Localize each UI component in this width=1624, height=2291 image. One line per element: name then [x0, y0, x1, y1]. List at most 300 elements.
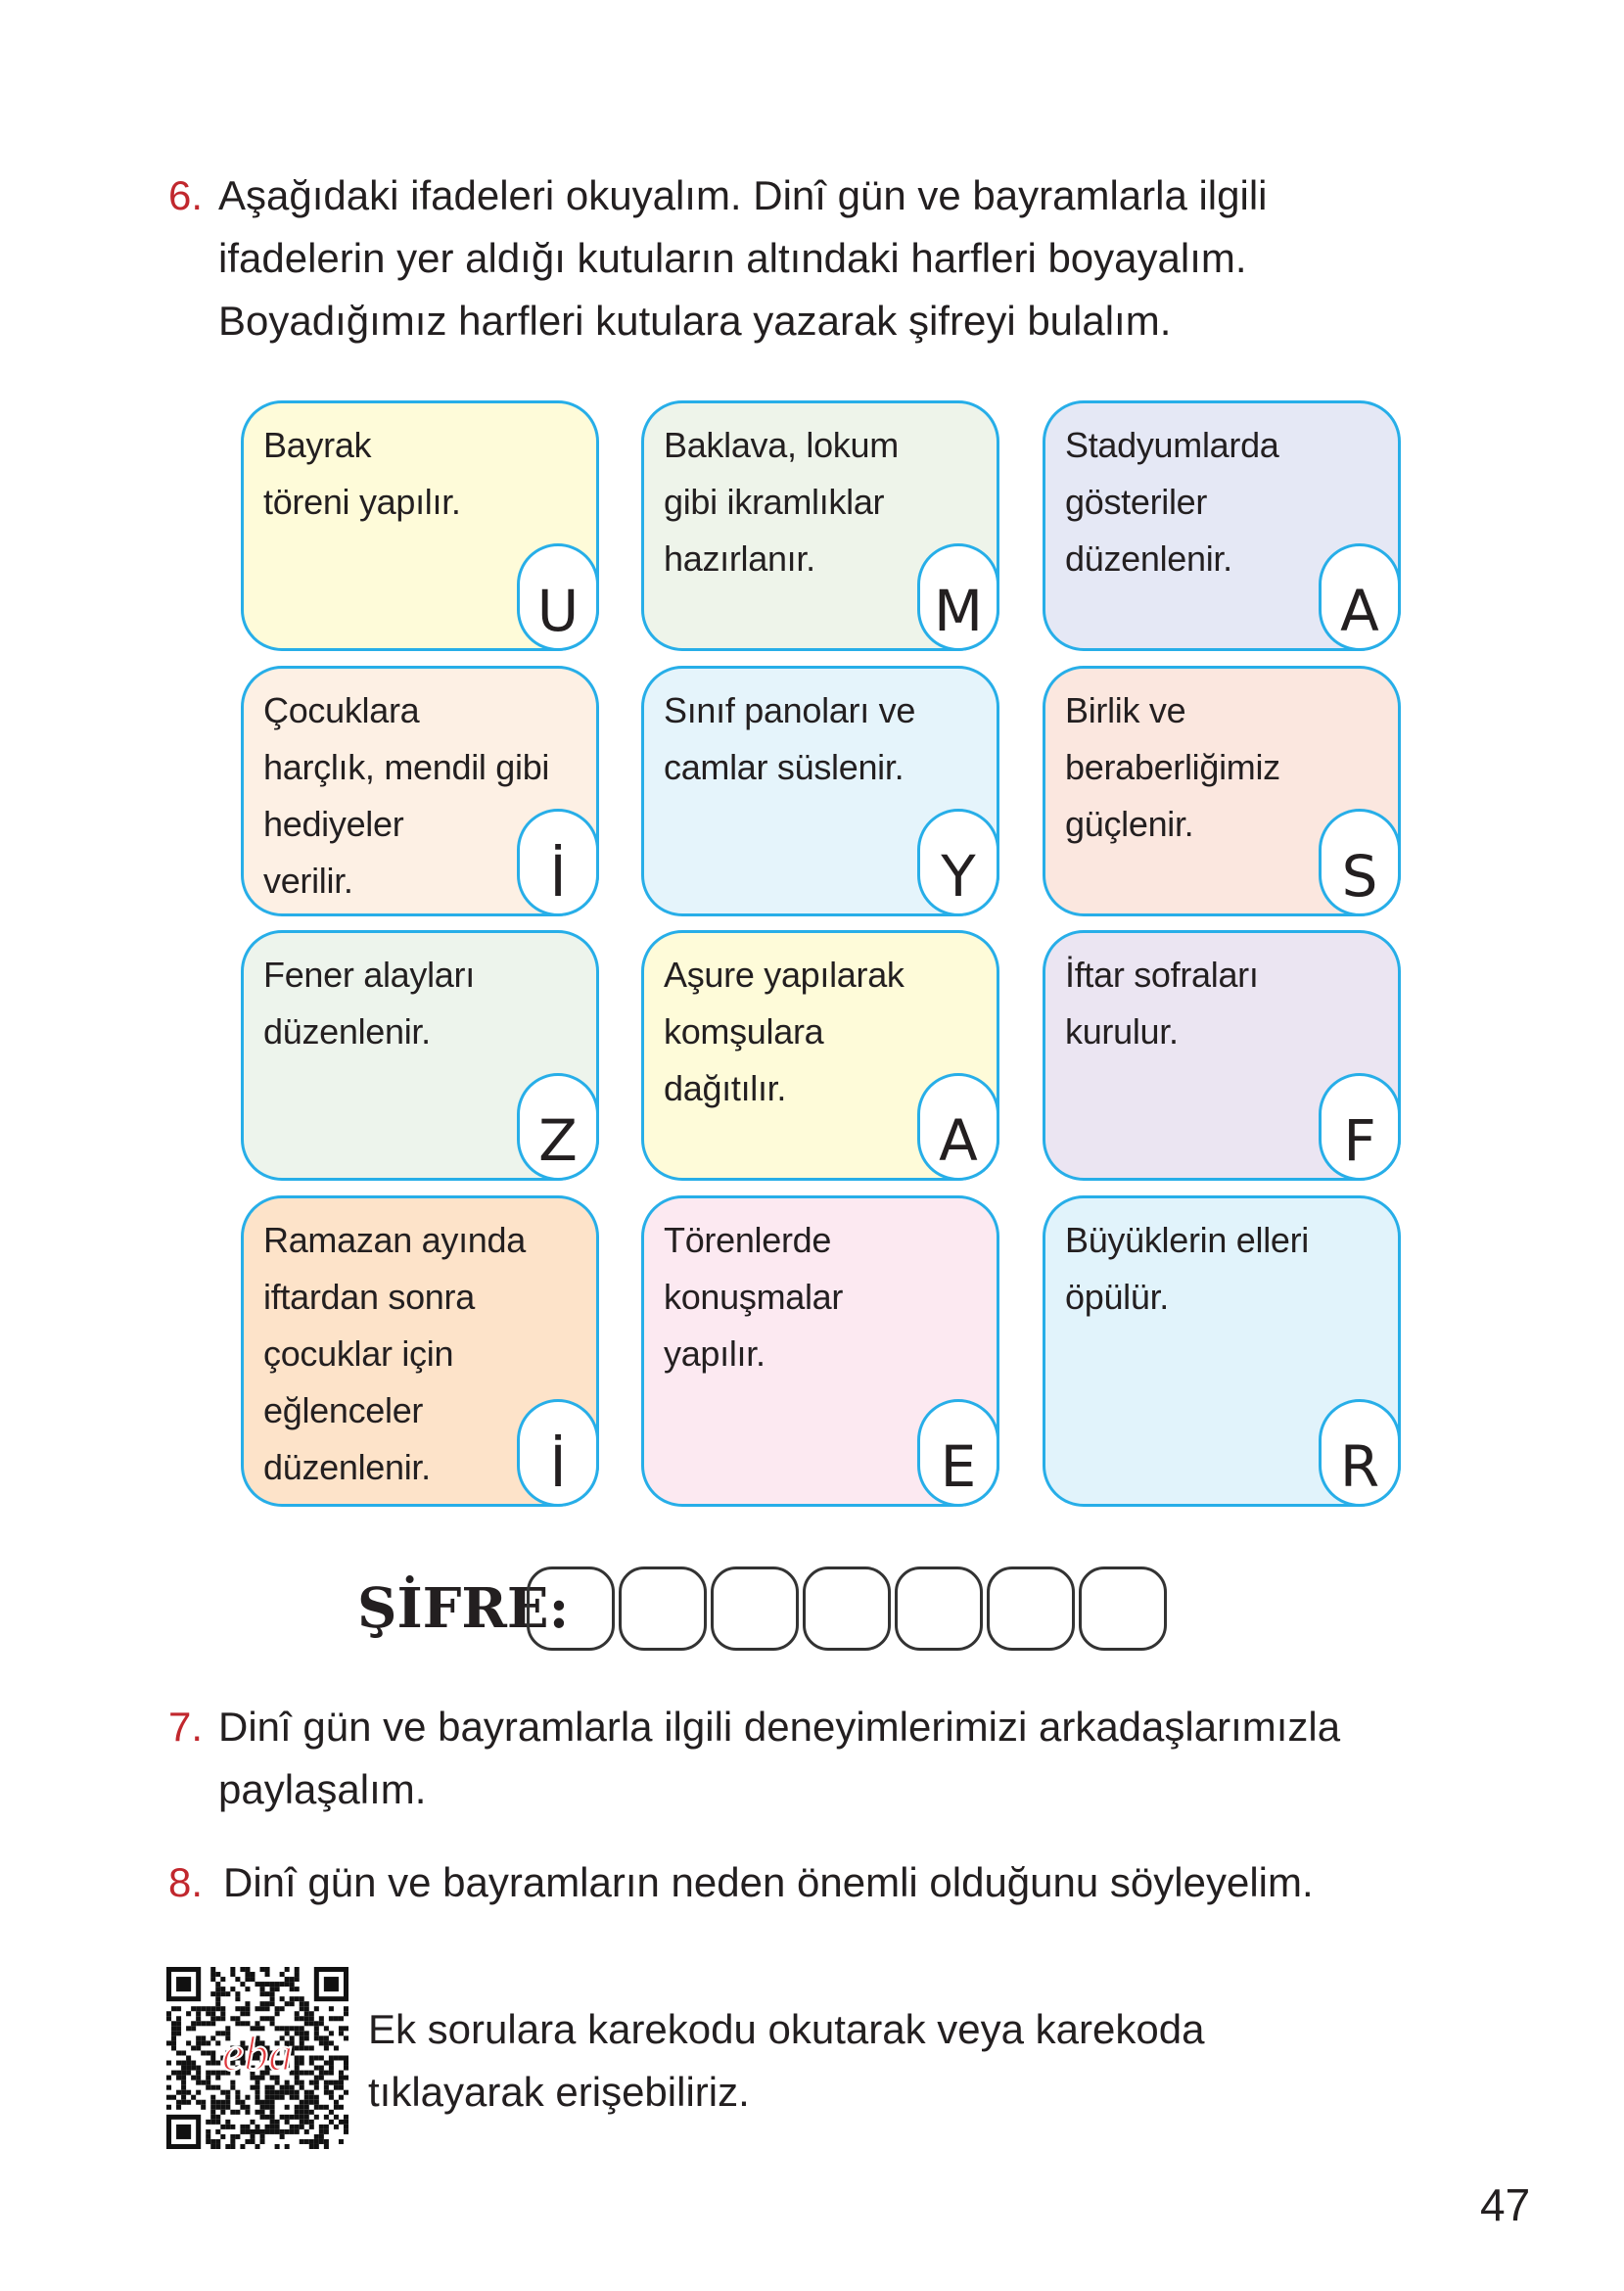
- qr-module: [329, 2071, 334, 2076]
- qr-module: [210, 2100, 215, 2105]
- qr-module: [215, 2076, 220, 2081]
- qr-module: [181, 2085, 186, 2090]
- statement-card[interactable]: [241, 400, 599, 651]
- qr-module: [319, 2129, 324, 2134]
- qr-module: [265, 2006, 270, 2011]
- qr-module: [304, 2095, 309, 2100]
- qr-module: [309, 2045, 314, 2050]
- qr-module: [295, 2066, 300, 2071]
- qr-module: [186, 2026, 191, 2031]
- qr-module: [215, 1982, 220, 1987]
- qr-module: [260, 1982, 265, 1987]
- qr-module: [210, 2144, 215, 2149]
- qr-module: [270, 2129, 275, 2134]
- qr-module: [324, 2071, 329, 2076]
- sifre-letter-box[interactable]: [803, 1566, 891, 1651]
- qr-module: [319, 2021, 324, 2026]
- qr-module: [240, 2144, 245, 2149]
- qr-module: [210, 2011, 215, 2016]
- qr-module: [339, 2031, 344, 2035]
- statement-card[interactable]: [241, 1195, 599, 1507]
- qr-module: [344, 2006, 348, 2011]
- qr-finder: [176, 1977, 191, 1991]
- qr-module: [265, 2090, 270, 2095]
- qr-module: [314, 2115, 319, 2120]
- sifre-letter-box[interactable]: [987, 1566, 1075, 1651]
- qr-module: [260, 2001, 265, 2006]
- qr-module: [324, 2026, 329, 2031]
- qr-module: [210, 2085, 215, 2090]
- sifre-letter-box[interactable]: [1079, 1566, 1167, 1651]
- qr-module: [206, 2076, 210, 2081]
- qr-module: [319, 2139, 324, 2144]
- qr-module: [220, 2125, 225, 2129]
- qr-module: [339, 2095, 344, 2100]
- qr-module: [270, 2090, 275, 2095]
- qr-module: [314, 2105, 319, 2110]
- card-letter[interactable]: İ: [517, 809, 599, 916]
- qr-module: [295, 2115, 300, 2120]
- qr-module: [201, 2105, 206, 2110]
- qr-module: [339, 2055, 344, 2060]
- qr-code[interactable]: [166, 1967, 348, 2149]
- qr-module: [220, 2016, 225, 2021]
- qr-module: [230, 1987, 235, 1991]
- card-letter[interactable]: A: [917, 1073, 999, 1181]
- qr-module: [324, 2081, 329, 2085]
- qr-module: [230, 2110, 235, 2115]
- qr-module: [314, 2035, 319, 2040]
- qr-module: [196, 2040, 201, 2045]
- qr-module: [344, 2129, 348, 2134]
- card-text: Bayrak töreni yapılır.: [263, 425, 461, 522]
- qr-module: [235, 1996, 240, 2001]
- qr-module: [215, 2031, 220, 2035]
- text-line: Dinî gün ve bayramların neden önemli olduğunu söyleyelim.: [223, 1859, 1314, 1905]
- qr-module: [295, 2110, 300, 2115]
- qr-module: [206, 2129, 210, 2134]
- qr-module: [230, 2016, 235, 2021]
- qr-module: [265, 1972, 270, 1977]
- qr-module: [166, 2105, 171, 2110]
- qr-module: [314, 2031, 319, 2035]
- qr-module: [191, 2021, 196, 2026]
- qr-module: [206, 2120, 210, 2125]
- question-text: [223, 1851, 1314, 1914]
- qr-module: [290, 2090, 295, 2095]
- qr-module: [275, 1982, 280, 1987]
- qr-module: [290, 2085, 295, 2090]
- qr-module: [295, 2081, 300, 2085]
- qr-module: [304, 2090, 309, 2095]
- question-text: [218, 164, 1268, 352]
- qr-module: [295, 2016, 300, 2021]
- qr-module: [181, 2090, 186, 2095]
- qr-module: [344, 2011, 348, 2016]
- qr-module: [319, 2055, 324, 2060]
- qr-module: [324, 2085, 329, 2090]
- qr-module: [295, 2055, 300, 2060]
- qr-module: [300, 2031, 304, 2035]
- text-line: Dinî gün ve bayramlarla ilgili deneyimlerimizi arkadaşlarımızla: [218, 1704, 1341, 1750]
- qr-module: [334, 2115, 339, 2120]
- qr-module: [245, 2105, 250, 2110]
- qr-module: [324, 2129, 329, 2134]
- qr-module: [181, 2076, 186, 2081]
- qr-module: [285, 2129, 290, 2134]
- qr-module: [339, 2139, 344, 2144]
- qr-module: [245, 2110, 250, 2115]
- card-letter[interactable]: F: [1319, 1073, 1401, 1181]
- qr-module: [215, 2129, 220, 2134]
- qr-module: [196, 2066, 201, 2071]
- qr-module: [265, 2125, 270, 2129]
- qr-module: [319, 2134, 324, 2139]
- qr-module: [225, 2120, 230, 2125]
- qr-finder: [324, 1977, 339, 1991]
- qr-module: [275, 2129, 280, 2134]
- qr-module: [176, 2071, 181, 2076]
- qr-module: [304, 2120, 309, 2125]
- qr-module: [270, 2001, 275, 2006]
- qr-module: [201, 2100, 206, 2105]
- qr-module: [324, 2144, 329, 2149]
- qr-module: [176, 2026, 181, 2031]
- qr-module: [191, 2076, 196, 2081]
- qr-module: [304, 2016, 309, 2021]
- qr-module: [196, 2076, 201, 2081]
- qr-module: [300, 2110, 304, 2115]
- qr-module: [220, 2090, 225, 2095]
- qr-module: [300, 2026, 304, 2031]
- qr-module: [255, 2129, 259, 2134]
- qr-module: [176, 2100, 181, 2105]
- qr-module: [245, 1977, 250, 1982]
- card-text: Baklava, lokum gibi ikramlıklar hazırlanır.: [664, 425, 899, 579]
- qr-module: [309, 2100, 314, 2105]
- qr-module: [210, 2006, 215, 2011]
- qr-module: [235, 2110, 240, 2115]
- qr-module: [334, 2081, 339, 2085]
- qr-module: [186, 2061, 191, 2066]
- qr-module: [285, 2120, 290, 2125]
- card-text: Birlik ve beraberliğimiz güçlenir.: [1065, 690, 1280, 844]
- text-line: paylaşalım.: [218, 1766, 427, 1812]
- qr-module: [280, 2095, 285, 2100]
- sifre-letter-box[interactable]: [619, 1566, 707, 1651]
- qr-module: [300, 2016, 304, 2021]
- qr-module: [309, 2011, 314, 2016]
- qr-module: [215, 2016, 220, 2021]
- qr-module: [196, 2071, 201, 2076]
- qr-module: [166, 2016, 171, 2021]
- qr-module: [344, 2066, 348, 2071]
- qr-module: [215, 2085, 220, 2090]
- qr-module: [300, 2061, 304, 2066]
- card-text: Aşure yapılarak komşulara dağıtılır.: [664, 955, 905, 1108]
- text-line: Aşağıdaki ifadeleri okuyalım. Dinî gün ve bayramlarla ilgili: [218, 172, 1268, 218]
- qr-module: [300, 2125, 304, 2129]
- qr-module: [285, 2105, 290, 2110]
- qr-module: [295, 1967, 300, 1972]
- qr-module: [191, 2066, 196, 2071]
- qr-module: [280, 1996, 285, 2001]
- sifre-letter-box[interactable]: [527, 1566, 615, 1651]
- qr-module: [339, 2105, 344, 2110]
- question-text: [218, 1696, 1340, 1821]
- qr-module: [304, 2110, 309, 2115]
- qr-module: [191, 2026, 196, 2031]
- qr-module: [300, 2085, 304, 2090]
- qr-module: [314, 2100, 319, 2105]
- qr-module: [181, 2061, 186, 2066]
- qr-module: [280, 2085, 285, 2090]
- qr-module: [319, 2035, 324, 2040]
- qr-module: [181, 2066, 186, 2071]
- qr-module: [260, 2100, 265, 2105]
- qr-module: [300, 2035, 304, 2040]
- sifre-letter-box[interactable]: [711, 1566, 799, 1651]
- qr-module: [295, 1977, 300, 1982]
- qr-module: [250, 2134, 255, 2139]
- qr-module: [250, 2120, 255, 2125]
- card-letter[interactable]: M: [917, 543, 999, 651]
- qr-module: [295, 2095, 300, 2100]
- qr-module: [206, 2134, 210, 2139]
- qr-module: [314, 2055, 319, 2060]
- qr-module: [220, 2110, 225, 2115]
- qr-module: [275, 2095, 280, 2100]
- qr-module: [339, 2071, 344, 2076]
- question-number: 8.: [168, 1859, 204, 1905]
- qr-module: [255, 1982, 259, 1987]
- card-letter[interactable]: U: [517, 543, 599, 651]
- qr-module: [176, 2031, 181, 2035]
- qr-module: [225, 2105, 230, 2110]
- qr-module: [245, 1972, 250, 1977]
- qr-module: [191, 2095, 196, 2100]
- qr-module: [270, 2105, 275, 2110]
- qr-module: [206, 2085, 210, 2090]
- qr-module: [309, 2144, 314, 2149]
- statement-card[interactable]: [641, 1195, 999, 1507]
- qr-module: [210, 2021, 215, 2026]
- qr-module: [210, 2055, 215, 2060]
- card-text: Sınıf panoları ve camlar süslenir.: [664, 690, 916, 787]
- qr-module: [240, 2129, 245, 2134]
- qr-module: [265, 2105, 270, 2110]
- qr-module: [210, 1967, 215, 1972]
- qr-module: [260, 2134, 265, 2139]
- qr-module: [196, 2035, 201, 2040]
- qr-module: [235, 2134, 240, 2139]
- sifre-letter-box[interactable]: [895, 1566, 983, 1651]
- qr-module: [339, 2085, 344, 2090]
- statement-card[interactable]: [1043, 930, 1401, 1181]
- qr-module: [270, 1991, 275, 1996]
- qr-module: [250, 2129, 255, 2134]
- qr-module: [290, 2129, 295, 2134]
- qr-module: [270, 2016, 275, 2021]
- card-text: Stadyumlarda gösteriler düzenlenir.: [1065, 425, 1279, 579]
- qr-module: [210, 2095, 215, 2100]
- qr-module: [220, 1991, 225, 1996]
- qr-module: [270, 2115, 275, 2120]
- qr-module: [215, 2100, 220, 2105]
- qr-module: [230, 1967, 235, 1972]
- card-letter[interactable]: R: [1319, 1399, 1401, 1507]
- qr-module: [344, 2061, 348, 2066]
- qr-module: [290, 1982, 295, 1987]
- card-text: Çocuklara harçlık, mendil gibi hediyeler verilir.: [263, 690, 550, 901]
- qr-module: [255, 2144, 259, 2149]
- qr-module: [255, 2125, 259, 2129]
- qr-module: [240, 2125, 245, 2129]
- qr-module: [309, 2016, 314, 2021]
- qr-module: [201, 2006, 206, 2011]
- qr-module: [245, 2001, 250, 2006]
- qr-module: [309, 2071, 314, 2076]
- qr-module: [344, 2035, 348, 2040]
- qr-module: [240, 2100, 245, 2105]
- card-letter[interactable]: Y: [917, 809, 999, 916]
- qr-module: [206, 2040, 210, 2045]
- qr-module: [210, 2139, 215, 2144]
- qr-module: [166, 2011, 171, 2016]
- qr-module: [255, 2006, 259, 2011]
- qr-module: [304, 2115, 309, 2120]
- card-letter[interactable]: Z: [517, 1073, 599, 1181]
- qr-module: [300, 1996, 304, 2001]
- sifre-label: ŞİFRE:: [357, 1576, 570, 1641]
- qr-module: [280, 2129, 285, 2134]
- qr-module: [250, 2085, 255, 2090]
- qr-module: [181, 2081, 186, 2085]
- statement-card[interactable]: [241, 666, 599, 916]
- statement-card[interactable]: [1043, 666, 1401, 916]
- qr-module: [300, 2006, 304, 2011]
- qr-module: [304, 2006, 309, 2011]
- qr-module: [329, 2016, 334, 2021]
- card-text: Büyüklerin elleri öpülür.: [1065, 1220, 1310, 1317]
- qr-module: [220, 1977, 225, 1982]
- qr-module: [344, 2090, 348, 2095]
- qr-module: [324, 2105, 329, 2110]
- qr-module: [201, 2050, 206, 2055]
- card-letter[interactable]: S: [1319, 809, 1401, 916]
- qr-module: [215, 2105, 220, 2110]
- qr-module: [235, 2090, 240, 2095]
- qr-module: [235, 2016, 240, 2021]
- qr-module: [334, 2055, 339, 2060]
- qr-module: [304, 2021, 309, 2026]
- qr-module: [245, 2011, 250, 2016]
- qr-module: [196, 2100, 201, 2105]
- qr-module: [210, 2071, 215, 2076]
- qr-module: [285, 2001, 290, 2006]
- qr-module: [230, 1972, 235, 1977]
- statement-card[interactable]: [1043, 400, 1401, 651]
- qr-module: [300, 2139, 304, 2144]
- qr-module: [265, 2001, 270, 2006]
- qr-module: [186, 2066, 191, 2071]
- qr-module: [309, 2081, 314, 2085]
- qr-module: [176, 2006, 181, 2011]
- qr-module: [196, 2045, 201, 2050]
- qr-module: [220, 2006, 225, 2011]
- qr-module: [270, 1987, 275, 1991]
- statement-card[interactable]: [241, 930, 599, 1181]
- statement-card[interactable]: [641, 400, 999, 651]
- page-number: 47: [1480, 2179, 1531, 2230]
- qr-module: [215, 2001, 220, 2006]
- qr-module: [285, 1967, 290, 1972]
- qr-module: [201, 2081, 206, 2085]
- question-number: 6.: [168, 172, 204, 218]
- qr-module: [300, 2081, 304, 2085]
- qr-module: [230, 2085, 235, 2090]
- qr-module: [240, 2105, 245, 2110]
- qr-module: [300, 2001, 304, 2006]
- qr-module: [309, 2061, 314, 2066]
- qr-module: [181, 2071, 186, 2076]
- qr-module: [215, 2040, 220, 2045]
- qr-module: [290, 2115, 295, 2120]
- qr-module: [280, 1972, 285, 1977]
- qr-module: [270, 2120, 275, 2125]
- qr-module: [215, 2115, 220, 2120]
- statement-card[interactable]: [641, 930, 999, 1181]
- sifre-boxes: [527, 1566, 1171, 1651]
- card-text: Ramazan ayında iftardan sonra çocuklar için eğlenceler düzenlenir.: [263, 1220, 526, 1487]
- qr-module: [255, 2095, 259, 2100]
- qr-module: [314, 2021, 319, 2026]
- qr-module: [265, 1991, 270, 1996]
- qr-module: [344, 2076, 348, 2081]
- qr-module: [270, 1996, 275, 2001]
- qr-module: [309, 2021, 314, 2026]
- qr-module: [235, 2095, 240, 2100]
- statement-card[interactable]: [1043, 1195, 1401, 1507]
- card-letter[interactable]: İ: [517, 1399, 599, 1507]
- qr-module: [285, 2115, 290, 2120]
- qr-module: [166, 2095, 171, 2100]
- statement-card[interactable]: [641, 666, 999, 916]
- card-letter[interactable]: A: [1319, 543, 1401, 651]
- qr-module: [171, 2026, 176, 2031]
- qr-module: [290, 1987, 295, 1991]
- qr-module: [300, 2071, 304, 2076]
- qr-module: [329, 2066, 334, 2071]
- qr-module: [309, 2110, 314, 2115]
- qr-module: [210, 2115, 215, 2120]
- qr-module: [319, 2076, 324, 2081]
- qr-module: [206, 2050, 210, 2055]
- card-letter[interactable]: E: [917, 1399, 999, 1507]
- qr-module: [329, 2081, 334, 2085]
- qr-module: [300, 2040, 304, 2045]
- qr-module: [295, 2045, 300, 2050]
- card-text: Törenlerde konuşmalar yapılır.: [664, 1220, 844, 1374]
- qr-module: [225, 2144, 230, 2149]
- qr-module: [295, 2071, 300, 2076]
- qr-module: [314, 2006, 319, 2011]
- qr-module: [285, 1977, 290, 1982]
- qr-module: [329, 2031, 334, 2035]
- qr-module: [230, 2144, 235, 2149]
- qr-module: [166, 2076, 171, 2081]
- qr-module: [329, 2120, 334, 2125]
